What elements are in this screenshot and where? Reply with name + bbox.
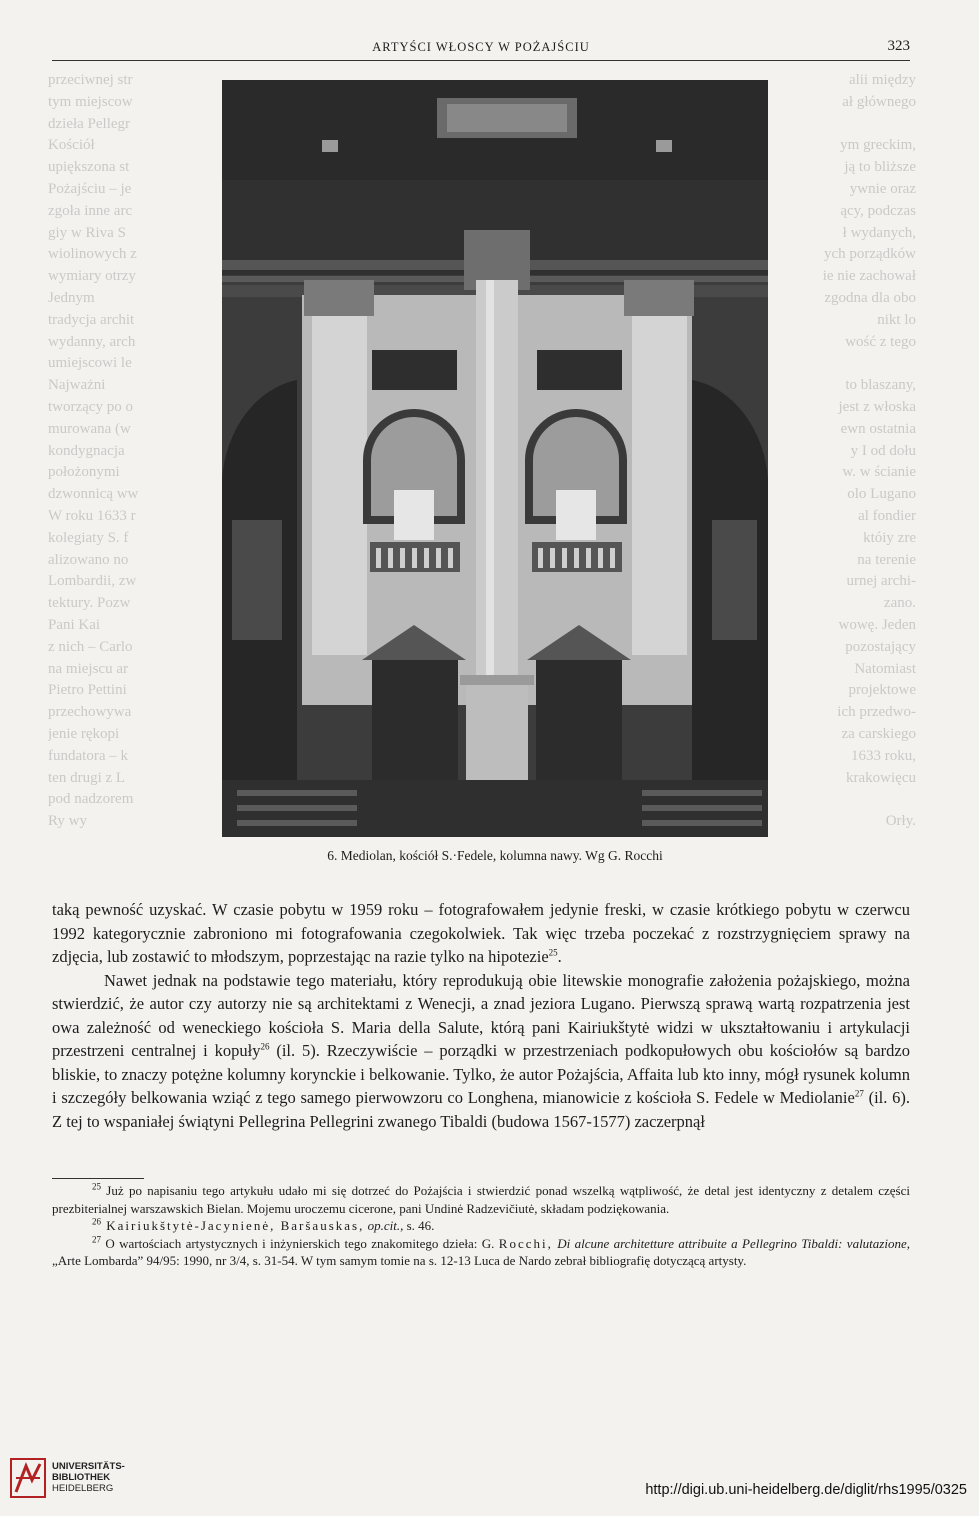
library-name [52,1461,125,1494]
fn27-title: Di alcune architetture attribuite a Pellegrino Tibaldi: valutazione, [552,1235,910,1251]
bleed-through-right [756,70,916,833]
fn27-text-a: O wartościach artystycznych i inżynierskich tego znakomitego dzieła: G. [101,1235,499,1251]
bleed-line: położonymi [48,464,120,481]
bleed-line: zgoła inne arc [48,202,133,219]
bleed-line: przeciwnej str [48,72,133,88]
bleed-line: ich przedwo- [837,704,916,721]
fn25-number: 25 [92,1181,101,1192]
fn26-rest: s. 46. [403,1218,435,1234]
bleed-line: kondygnacja [48,442,125,459]
bleed-line: W roku 1633 r [48,507,136,524]
bleed-line: ych porządków [823,246,916,263]
bleed-line: ł wydanych, [842,224,916,241]
bleed-line: al fondier [858,507,916,524]
bleed-line: 1633 roku, [851,747,916,764]
running-title: ARTYŚCI WŁOSCY W POŻAJŚCIU [372,40,590,54]
bleed-line: za carskiego [841,725,916,742]
bleed-line: ym greckim, [840,137,916,154]
bleed-line: przechowywa [48,704,132,721]
bleed-line: w. w ścianie [842,464,916,481]
footnote-25 [52,1182,910,1217]
bleed-line: zano. [883,595,916,612]
bleed-line: tradycja archit [48,311,135,328]
bleed-line: ał głównego [842,93,916,110]
p2-text-c: (il. 6). Z tej to wspaniałej świątyni Pellegrina Pellegrini zwanego Tibaldi (budowa 1567-1577) zaczerpnął [52,1088,910,1131]
bleed-line: Natomiast [854,660,916,677]
fn26-opcit: op.cit., [364,1218,404,1234]
bleed-line [756,114,916,136]
bleed-line: jest z włoska [838,398,916,415]
bleed-line: alizowano no [48,551,129,568]
bleed-line: Pożajściu – je [48,180,132,197]
bleed-line: wydanny, arch [48,333,136,350]
source-url[interactable]: http://digi.ub.uni-heidelberg.de/diglit/rhs1995/0325 [645,1482,967,1498]
bleed-line: na terenie [857,551,916,568]
bleed-line: Pietro Pettini [48,682,127,699]
bleed-through-left [48,70,228,833]
bleed-line: ie nie zachował [822,268,916,285]
bleed-line: upiększona st [48,159,130,176]
bleed-line: Orły. [885,813,916,830]
bleed-line: nikt lo [877,311,916,328]
page-number: 323 [887,38,910,54]
bleed-line: giy w Riva S [48,224,126,241]
bleed-line: y I od dołu [850,442,916,459]
footnotes [52,1182,910,1270]
bleed-line [756,353,916,375]
footnote-ref-25: 25 [548,947,558,958]
p2-text-a: Nawet jednak na podstawie tego materiału, który reprodukują obie litewskie monografie założenia pożajskiego, można stwierdzić, że autor czy autorzy nie są architektami z Wenecji, a znad jeziora Lugano. Pierwszą sprawą wartą rozpatrzenia jest owa zależność od weneckiego kościoła S. Maria della Salute, którą pani Kairiukštytė widzi w ukształtowaniu i artykulacji przestrzeni centralnej i kopuły [52,970,910,1060]
bleed-line: kolegiaty S. f [48,529,129,546]
bleed-line: Pani Kai [48,616,101,633]
bleed-line: dzieła Pellegr [48,115,131,132]
bleed-line: pozostający [845,638,916,655]
fn27-rest: „Arte Lombarda” 94/95: 1990, nr 3/4, s. 31-54. W tym samym tomie na s. 12-13 Luca de Nardo zebrał bibliografię dotyczącą artysty. [52,1253,747,1269]
bleed-line: umiejscowi le [48,355,132,372]
bleed-line: tworzący po o [48,398,133,415]
bleed-line: Jednym [48,289,95,306]
bleed-line: ący, podczas [840,202,916,219]
footer-bar [0,1445,979,1516]
bleed-line: tektury. Pozw [48,595,131,612]
bleed-line: wiolinowych z [48,246,137,263]
bleed-line: Kościół [48,137,95,154]
page-header [52,38,910,61]
bleed-line: Ry wy [48,813,87,830]
bleed-line: murowana (w [48,420,131,437]
library-line-3: HEIDELBERG [52,1483,114,1494]
bleed-line: z nich – Carlo [48,638,133,655]
bleed-line: ją to bliższe [844,159,916,176]
bleed-line: ten drugi z L [48,769,126,786]
library-line-1: UNIVERSITÄTS- [52,1461,125,1472]
bleed-line: alii między [848,72,916,88]
paragraph-1 [52,898,910,969]
fn26-author: Kairiukštytė-Jacynienė, Baršauskas, [101,1218,365,1234]
body-text [52,898,910,1133]
bleed-line: ewn ostatnia [840,420,916,437]
footnote-27 [52,1235,910,1270]
bleed-line: jenie rękopi [48,725,120,742]
bleed-line: wowę. Jeden [838,616,916,633]
bleed-line: projektowe [848,682,916,699]
footnote-rule [52,1178,144,1179]
bleed-line: urnej archi- [846,573,916,590]
bleed-line: wość z tego [845,333,916,350]
library-line-2: BIBLIOTHEK [52,1472,111,1483]
fn27-number: 27 [92,1234,101,1245]
figure-caption: 6. Mediolan, kościół S.·Fedele, kolumna nawy. Wg G. Rocchi [327,848,663,863]
footnote-ref-26: 26 [260,1041,270,1052]
bleed-line: pod nadzorem [48,791,134,808]
library-logo-icon [10,1458,46,1498]
bleed-line: fundatora – k [48,747,128,764]
footnote-ref-27: 27 [854,1088,864,1099]
bleed-line: wymiary otrzy [48,268,136,285]
bleed-line: na miejscu ar [48,660,128,677]
bleed-line: to blaszany, [845,377,916,394]
fn27-author: Rocchi, [498,1235,553,1251]
p1-end: . [557,947,562,966]
bleed-line: zgodna dla obo [824,289,916,306]
bleed-line: krakowięcu [846,769,916,786]
paragraph-2 [52,969,910,1134]
bleed-line: dzwonnicą ww [48,486,139,503]
church-photo [222,80,768,837]
bleed-line: któiy zre [863,529,916,546]
bleed-line: olo Lugano [847,486,916,503]
p2-text-b: (il. 5). Rzeczywiście – porządki w przestrzeniach podkopułowych obu kościołów są bardzo bliskie, to znaczy potężne kolumny korynckie i belkowanie. Tylko, że autor Pożajścia, Affaita lub kto inny, mógł rysunek kolumn i szczegóły belkowania wziąć z tego samego pierwowzoru co Longhena, mianowicie z kościoła S. Fedele w Mediolanie [52,1041,910,1107]
bleed-line [756,789,916,811]
p1-text: taką pewność uzyskać. W czasie pobytu w 1959 roku – fotografowałem jedynie freski, w czasie krótkiego pobytu w czerwcu 1992 kategorycznie zabroniono mi fotografowania czegokolwiek. Tak więc trzeba poczekać z rozstrzygnięciem sprawy na zdjęcia, lub zostawić to młodszym, poprzestając na razie tylko na hipotezie [52,900,910,966]
bleed-line: Najważni [48,377,106,394]
bleed-line: Lombardii, zw [48,573,137,590]
bleed-line: tym miejscow [48,93,133,110]
fn25-text: Już po napisaniu tego artykułu udało mi się dotrzeć do Pożajścia i stwierdzić ponad wszelką wątpliwość, że detal jest identyczny z detalem części prezbiterialnej warszawskich Bielan. Mojemu uroczemu cicerone, pani Undinė Radzevičiutė, składam podziękowania. [52,1183,910,1216]
fn26-number: 26 [92,1216,101,1227]
footnote-26 [52,1217,910,1235]
bleed-line: ywnie oraz [849,180,916,197]
